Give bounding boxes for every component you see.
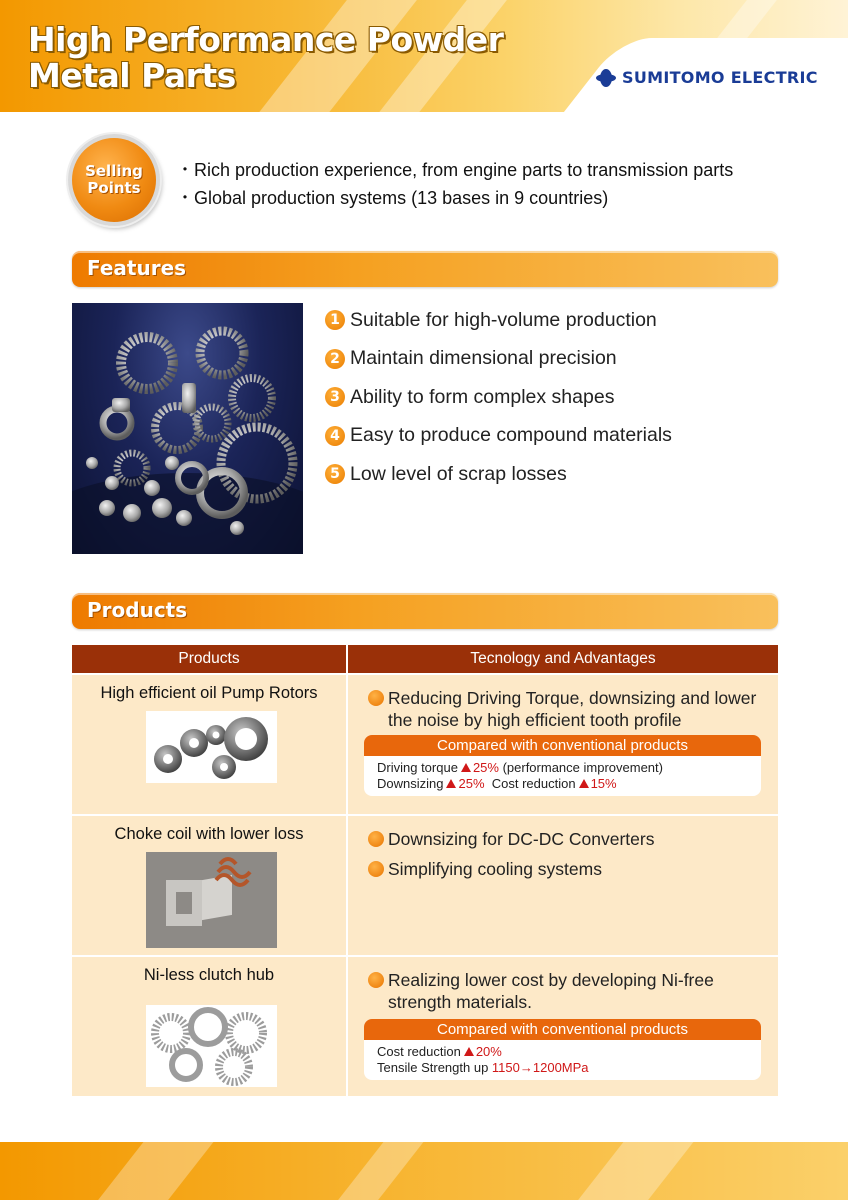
metric-value: 20% xyxy=(475,1044,502,1059)
powder-metal-parts-photo xyxy=(72,303,303,554)
advantage-item xyxy=(368,969,768,1013)
metric-label: Tensile Strength up xyxy=(377,1060,489,1075)
feature-text: Maintain dimensional precision xyxy=(350,347,617,370)
feature-text: Suitable for high-volume production xyxy=(350,308,657,331)
bullet-icon xyxy=(368,831,384,847)
product-name: High efficient oil Pump Rotors xyxy=(100,684,318,702)
metric-value: 15% xyxy=(590,776,617,791)
advantage-item xyxy=(368,687,768,731)
feature-text: Easy to produce compound materials xyxy=(350,424,672,447)
metric-label: Cost reduction xyxy=(377,1044,461,1059)
technology-cell xyxy=(348,816,778,955)
metric-value: 1150→1200MPa xyxy=(491,1060,589,1075)
products-table xyxy=(72,645,778,1096)
metric-value: 25% xyxy=(472,760,499,775)
bullet-icon xyxy=(368,690,384,706)
header-banner xyxy=(0,0,848,112)
number-5-icon: 5 xyxy=(325,464,345,484)
number-2-icon: 2 xyxy=(325,349,345,369)
selling-point-item: ・Rich production experience, from engine parts to transmission parts xyxy=(176,160,734,180)
footer-banner xyxy=(0,1142,848,1200)
feature-text: Ability to form complex shapes xyxy=(350,385,615,408)
badge-line1: Selling xyxy=(85,162,143,180)
number-3-icon: 3 xyxy=(325,387,345,407)
number-1-icon: 1 xyxy=(325,310,345,330)
comparison-box xyxy=(364,1019,761,1080)
metric-note: (performance improvement) xyxy=(498,760,663,775)
product-cell xyxy=(72,816,346,955)
product-name: Ni-less clutch hub xyxy=(143,966,275,984)
products-heading-bar xyxy=(72,593,778,629)
choke-coil-photo xyxy=(146,852,277,948)
badge-line2: Points xyxy=(87,179,141,197)
logo-mark-icon xyxy=(596,69,616,87)
table-row xyxy=(72,816,778,955)
triangle-up-icon xyxy=(579,779,589,788)
column-header-products: Products xyxy=(72,645,346,673)
advantage-item xyxy=(368,828,768,850)
features-list xyxy=(325,301,672,494)
advantage-text: Realizing lower cost by developing Ni-free strength materials. xyxy=(388,970,714,1012)
feature-item xyxy=(325,340,672,379)
triangle-up-icon xyxy=(446,779,456,788)
bullet-icon xyxy=(368,972,384,988)
clutch-hub-photo xyxy=(146,1005,277,1087)
feature-item xyxy=(325,378,672,417)
product-cell xyxy=(72,957,346,1096)
advantage-item xyxy=(368,858,768,880)
logo-text: SUMITOMO ELECTRIC xyxy=(622,68,818,87)
bullet-icon xyxy=(368,861,384,877)
features-heading: Features xyxy=(87,256,187,280)
advantage-text: Reducing Driving Torque, downsizing and lower the noise by high efficient tooth profile xyxy=(388,688,757,730)
product-cell xyxy=(72,675,346,814)
metric-label: Downsizing xyxy=(377,776,444,791)
comparison-line xyxy=(377,1060,749,1076)
number-4-icon: 4 xyxy=(325,426,345,446)
technology-cell xyxy=(348,957,778,1096)
features-heading-bar xyxy=(72,251,778,287)
feature-text: Low level of scrap losses xyxy=(350,462,567,485)
product-name: Choke coil with lower loss xyxy=(114,825,304,843)
sumitomo-logo xyxy=(596,68,818,87)
products-heading: Products xyxy=(87,598,188,622)
table-row xyxy=(72,957,778,1096)
page-title-line2: Metal Parts xyxy=(28,56,236,95)
oil-pump-rotors-photo xyxy=(146,711,277,783)
selling-points-list xyxy=(176,156,733,212)
column-header-technology: Tecnology and Advantages xyxy=(348,645,778,673)
triangle-up-icon xyxy=(461,763,471,772)
page-title xyxy=(28,22,503,94)
comparison-title: Compared with conventional products xyxy=(364,1019,761,1040)
selling-point-item: ・Global production systems (13 bases in 9 countries) xyxy=(176,188,609,208)
feature-item xyxy=(325,301,672,340)
metric-label: Driving torque xyxy=(377,760,458,775)
table-header xyxy=(72,645,778,673)
advantage-text: Downsizing for DC-DC Converters xyxy=(388,829,655,849)
comparison-box xyxy=(364,735,761,796)
advantage-text: Simplifying cooling systems xyxy=(388,859,602,879)
comparison-line xyxy=(377,1044,749,1060)
comparison-title: Compared with conventional products xyxy=(364,735,761,756)
feature-item xyxy=(325,455,672,494)
triangle-up-icon xyxy=(464,1047,474,1056)
comparison-line xyxy=(377,776,749,792)
page-title-line1: High Performance Powder xyxy=(28,20,504,59)
selling-points-badge xyxy=(68,134,160,226)
table-row xyxy=(72,675,778,814)
feature-item xyxy=(325,417,672,456)
metric-value: 25% xyxy=(458,776,485,791)
technology-cell xyxy=(348,675,778,814)
comparison-line xyxy=(377,760,749,776)
metric-label: Cost reduction xyxy=(491,776,576,791)
